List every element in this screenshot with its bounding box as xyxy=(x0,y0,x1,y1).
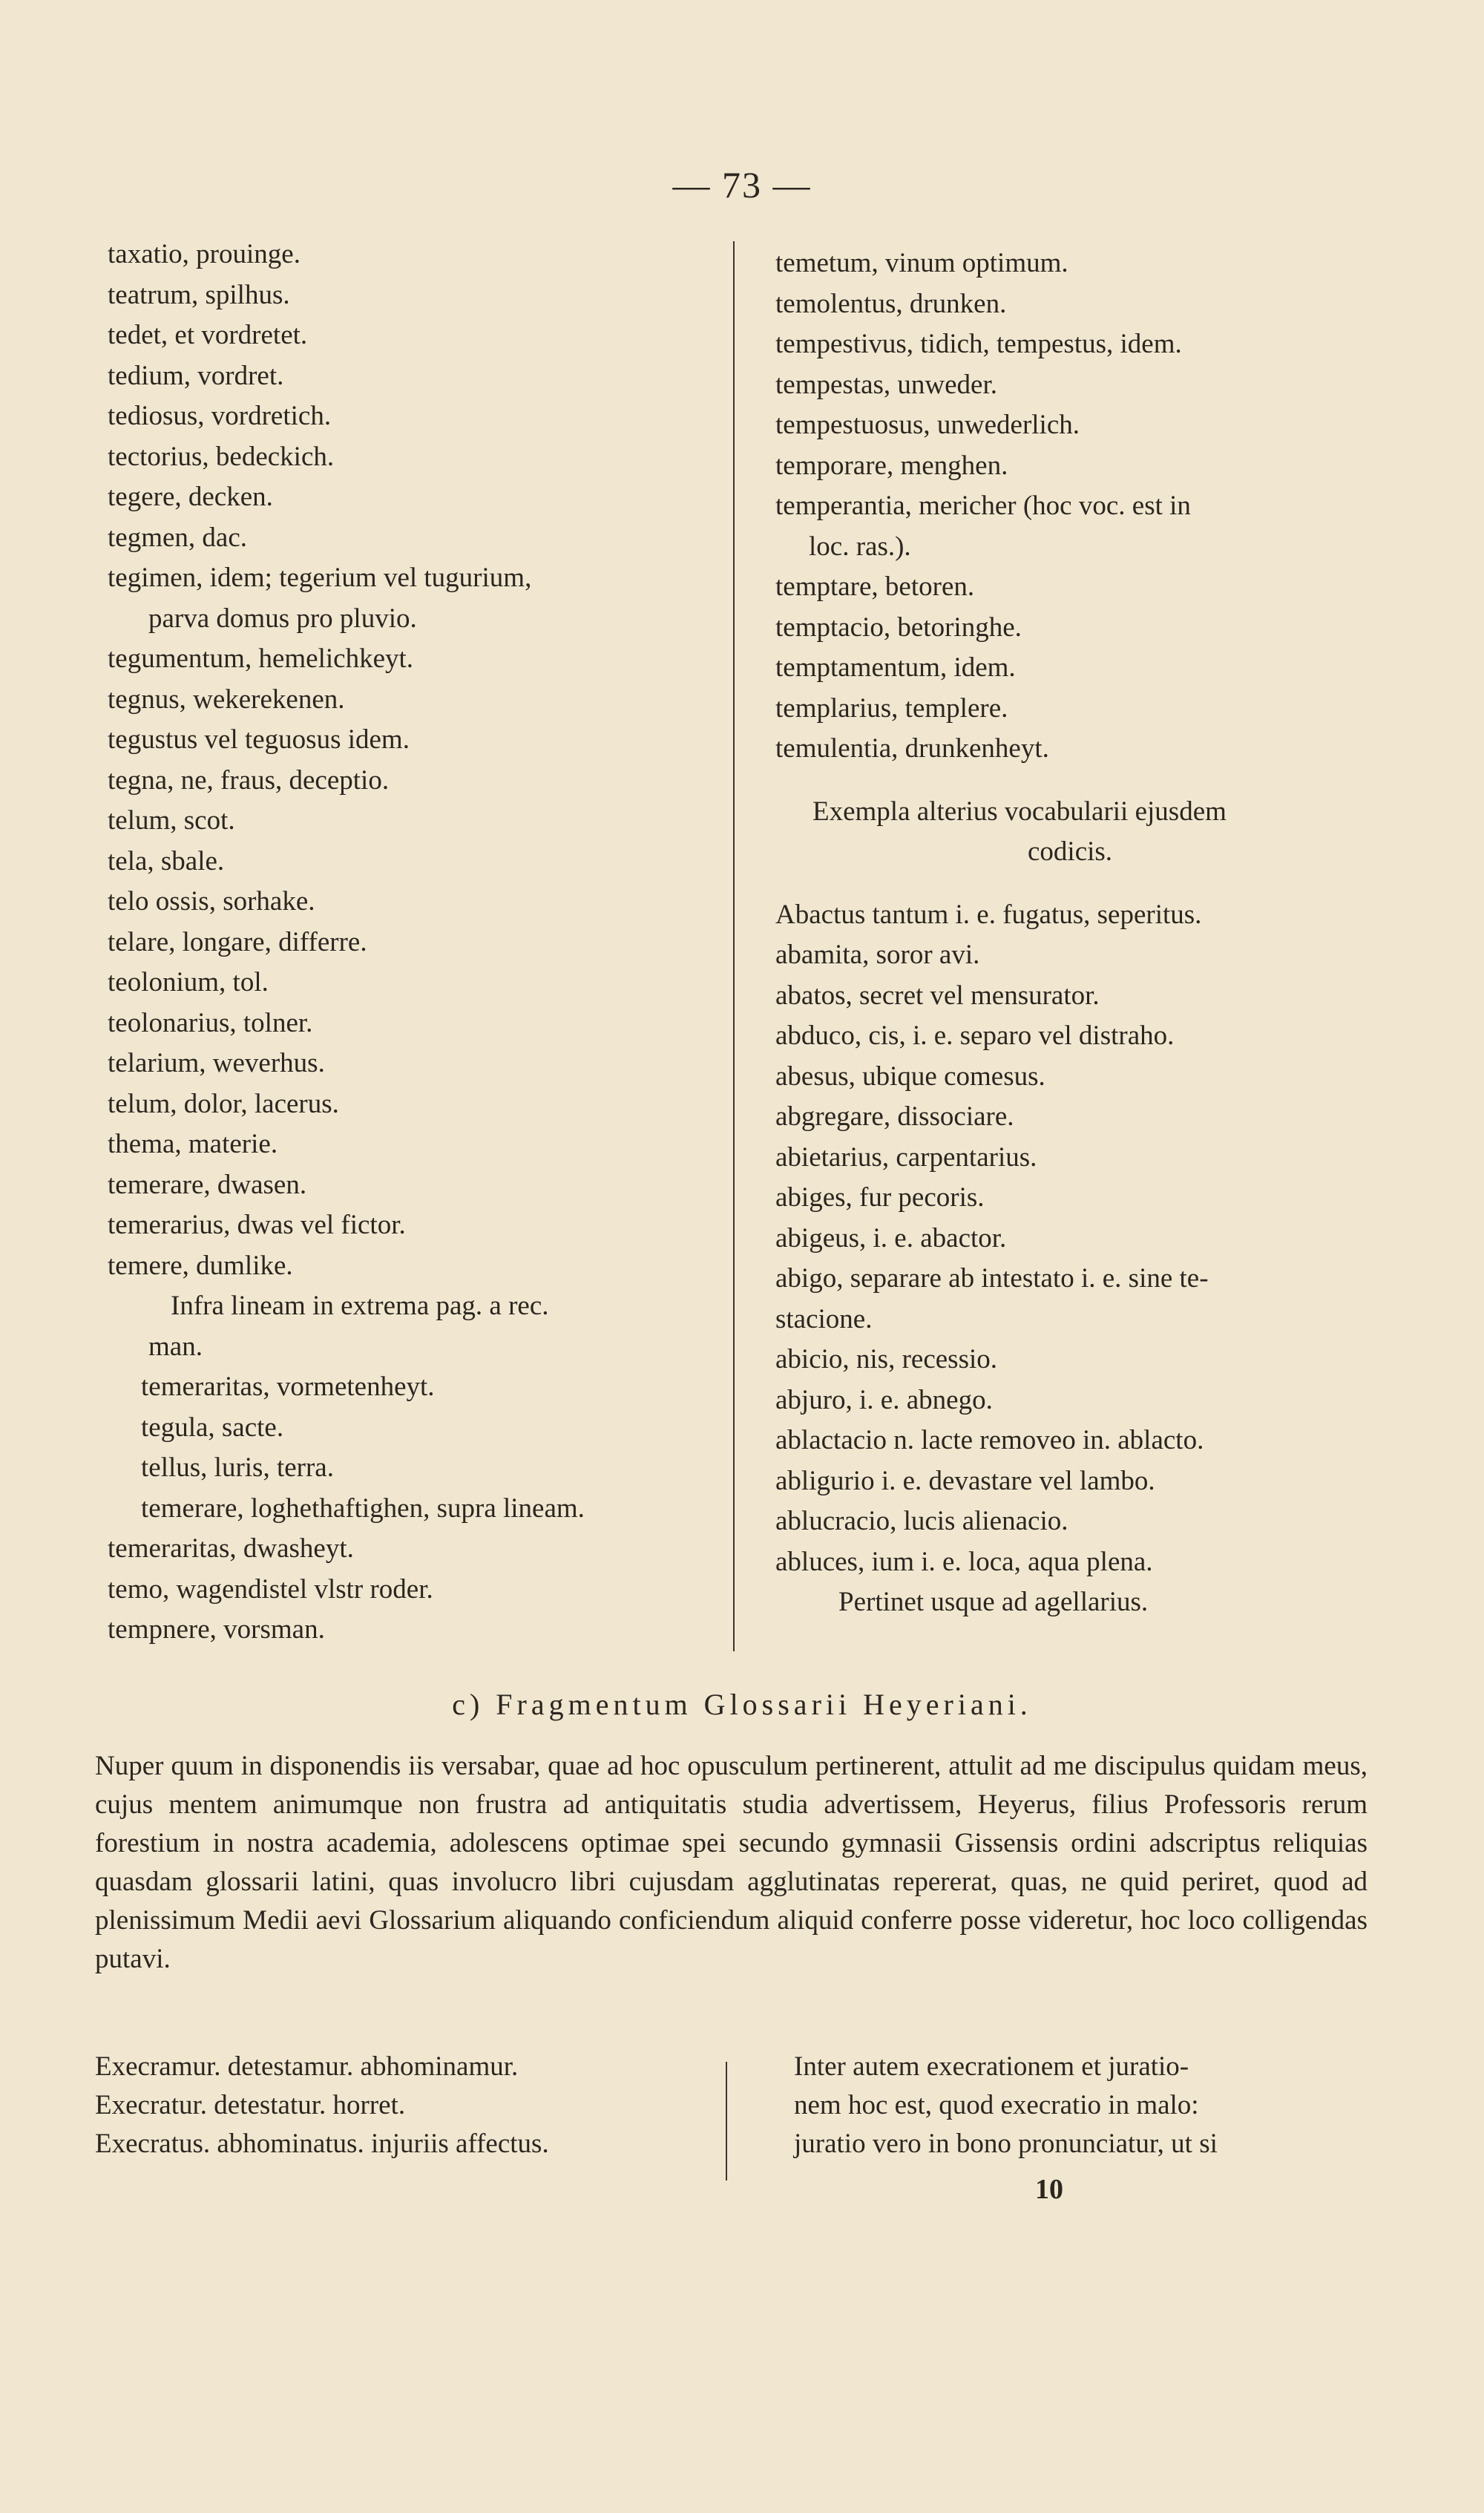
text-line: Inter autem execrationem et juratio- xyxy=(794,2051,1189,2082)
text-line: tempestas, unweder. xyxy=(775,369,997,400)
text-line: temeraritas, dwasheyt. xyxy=(108,1533,354,1564)
text-line: telarium, weverhus. xyxy=(108,1048,325,1078)
column-divider xyxy=(733,241,735,1651)
text-line: Execramur. detestamur. abhominamur. xyxy=(95,2051,519,2082)
text-line: taxatio, prouinge. xyxy=(108,239,301,269)
text-line: abietarius, carpentarius. xyxy=(775,1141,1037,1173)
text-line: abluces, ium i. e. loca, aqua plena. xyxy=(775,1546,1153,1577)
column-divider-bottom xyxy=(726,2062,727,2181)
text-line: tellus, luris, terra. xyxy=(141,1452,334,1483)
text-line: abicio, nis, recessio. xyxy=(775,1344,997,1375)
text-line: tedium, vordret. xyxy=(108,360,284,391)
page-number: — 73 — xyxy=(672,164,812,206)
text-line: temetum, vinum optimum. xyxy=(775,248,1068,278)
text-line: templarius, templere. xyxy=(775,692,1008,724)
text-line: temptamentum, idem. xyxy=(775,652,1016,683)
text-line: tegumentum, hemelichkeyt. xyxy=(108,643,414,674)
text-line: Exempla alterius vocabularii ejusdem xyxy=(812,796,1227,827)
text-line: tempestivus, tidich, tempestus, idem. xyxy=(775,329,1182,359)
text-line: abjuro, i. e. abnego. xyxy=(775,1384,993,1415)
text-line: tela, sbale. xyxy=(108,845,225,877)
text-line: temptare, betoren. xyxy=(775,571,975,602)
text-line: tegere, decken. xyxy=(108,482,273,512)
text-line: Infra lineam in extrema pag. a rec. xyxy=(171,1291,549,1321)
text-line: tegnus, wekerekenen. xyxy=(108,684,345,715)
text-line: abgregare, dissociare. xyxy=(775,1101,1014,1132)
text-line: tegula, sacte. xyxy=(141,1412,284,1443)
text-line: codicis. xyxy=(1028,836,1113,867)
text-line: tectorius, bedeckich. xyxy=(108,441,335,472)
text-line: abamita, soror avi. xyxy=(775,940,980,970)
text-line: abatos, secret vel mensurator. xyxy=(775,980,1100,1011)
text-line: abesus, ubique comesus. xyxy=(775,1061,1045,1092)
text-line: temptacio, betoringhe. xyxy=(775,612,1022,643)
text-line: abigeus, i. e. abactor. xyxy=(775,1222,1007,1254)
text-line: teatrum, spilhus. xyxy=(108,279,290,310)
text-line: teolonarius, tolner. xyxy=(108,1007,313,1038)
text-line: temerarius, dwas vel fictor. xyxy=(108,1210,406,1240)
text-line: telum, dolor, lacerus. xyxy=(108,1088,339,1119)
signature-mark: 10 xyxy=(1035,2174,1063,2205)
text-line: loc. ras.). xyxy=(809,531,911,562)
text-line: parva domus pro pluvio. xyxy=(148,603,417,634)
text-line: tempnere, vorsman. xyxy=(108,1614,325,1645)
text-line: abiges, fur pecoris. xyxy=(775,1182,985,1213)
text-line: temerare, loghethaftighen, supra lineam. xyxy=(141,1493,585,1524)
text-line: temerare, dwasen. xyxy=(108,1169,307,1200)
text-line: temulentia, drunkenheyt. xyxy=(775,733,1049,764)
text-line: temere, dumlike. xyxy=(108,1250,293,1281)
text-line: temeraritas, vormetenheyt. xyxy=(141,1372,435,1402)
text-line: nem hoc est, quod execratio in malo: xyxy=(794,2090,1199,2120)
text-line: telum, scot. xyxy=(108,805,235,836)
section-heading: c) Fragmentum Glossarii Heyeriani. xyxy=(452,1688,1032,1721)
text-line: telo ossis, sorhake. xyxy=(108,886,315,917)
text-line: abduco, cis, i. e. separo vel distraho. xyxy=(775,1020,1175,1051)
text-line: juratio vero in bono pronunciatur, ut si xyxy=(794,2129,1218,2159)
text-line: abigo, separare ab intestato i. e. sine te- xyxy=(775,1263,1209,1294)
text-line: thema, materie. xyxy=(108,1129,278,1159)
text-line: temperantia, mericher (hoc voc. est in xyxy=(775,491,1191,521)
text-line: Abactus tantum i. e. fugatus, seperitus. xyxy=(775,899,1202,930)
text-line: tegna, ne, fraus, deceptio. xyxy=(108,764,390,796)
text-line: ablactacio n. lacte removeo in. ablacto. xyxy=(775,1425,1204,1455)
text-line: Execratus. abhominatus. injuriis affectus. xyxy=(95,2129,549,2159)
text-line: teolonium, tol. xyxy=(108,967,269,997)
text-line: temolentus, drunken. xyxy=(775,288,1007,319)
text-line: man. xyxy=(148,1331,203,1362)
text-line: temo, wagendistel vlstr roder. xyxy=(108,1573,433,1605)
text-line: tegimen, idem; tegerium vel tugurium, xyxy=(108,563,532,593)
text-line: tegustus vel teguosus idem. xyxy=(108,724,410,755)
text-line: stacione. xyxy=(775,1303,873,1334)
text-line: temporare, menghen. xyxy=(775,450,1008,481)
text-line: tempestuosus, unwederlich. xyxy=(775,410,1080,440)
text-line: tedet, et vordretet. xyxy=(108,320,308,350)
text-line: tediosus, vordretich. xyxy=(108,401,332,431)
text-line: Pertinet usque ad agellarius. xyxy=(838,1587,1149,1617)
text-line: telare, longare, differre. xyxy=(108,926,367,957)
intro-paragraph: Nuper quum in disponendis iis versabar, quae ad hoc opusculum pertinerent, attulit ad me discipulus quidam meus, cujus mentem animumque non frustra ad antiquitatis studia advertissem, Heyerus, filius Professoris rerum forestium in nostra academia, adolescens optimae spei secundo gymnasii Gissensis ordini adscriptus reliquias quasdam glossarii latini, quas involucro libri cujusdam agglutinatas repererat, quas, ne quid periret, quod ad plenissimum Medii aevi Glossarium aliquando conficiendum aliquid conferre posse videretur, hoc loco colligendas putavi. xyxy=(95,1751,1368,1974)
text-line: Execratur. detestatur. horret. xyxy=(95,2090,406,2120)
text-line: abligurio i. e. devastare vel lambo. xyxy=(775,1465,1155,1496)
text-line: ablucracio, lucis alienacio. xyxy=(775,1506,1068,1536)
text-line: tegmen, dac. xyxy=(108,522,247,553)
